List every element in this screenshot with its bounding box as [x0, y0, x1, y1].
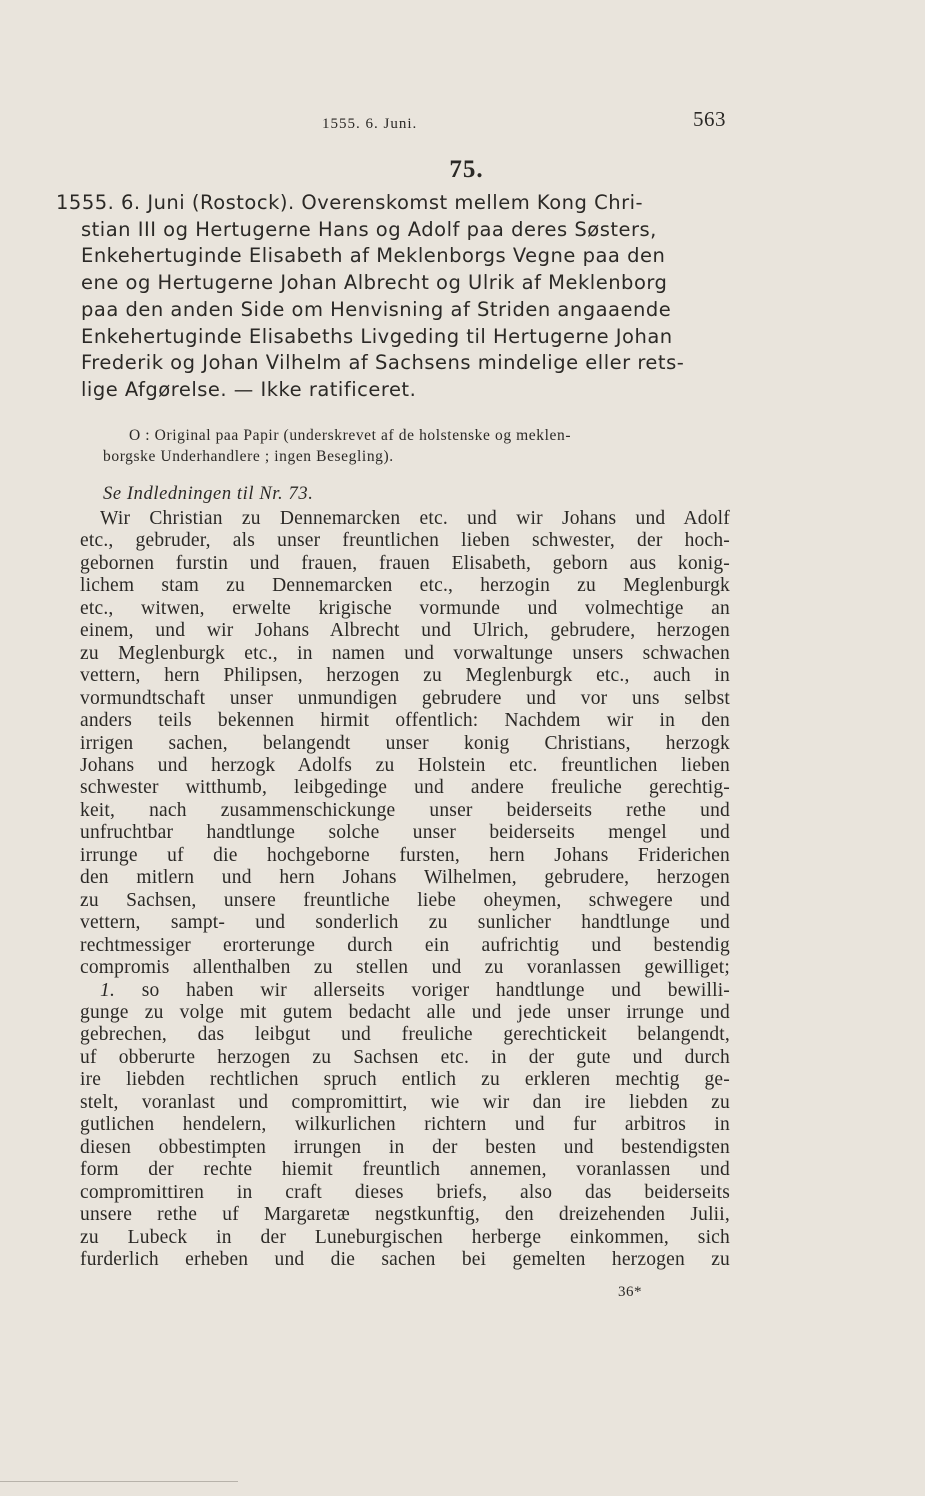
- body-line: compromis allenthalben zu stellen und zu voranlassen gewilliget;: [80, 957, 730, 979]
- summary-line: Enkehertuginde Elisabeths Livgeding til Hertugerne Johan: [81, 324, 673, 348]
- summary-line: lige Afgørelse. — Ikke ratificeret.: [81, 377, 417, 401]
- body-line: schwester witthumb, leibgedinge und andere freuliche gerechtig-: [80, 777, 730, 799]
- body-line: einem, und wir Johans Albrecht und Ulrich, gebrudere, herzogen: [80, 620, 730, 642]
- body-line: lichem stam zu Dennemarcken etc., herzogin zu Meglenburgk: [80, 575, 730, 597]
- enum-line-text: so haben wir allerseits voriger handtlunge und bewilli-: [141, 979, 730, 1001]
- body-line: vormundtschaft unser unmundigen gebrudere und vor uns selbst: [80, 687, 730, 709]
- summary-paragraph: [56, 190, 730, 404]
- summary-line: stian III og Hertugerne Hans og Adolf paa deres Søsters,: [81, 217, 657, 241]
- body-line: gunge zu volge mit gutem bedacht alle und jede unser irrunge und: [80, 1001, 730, 1023]
- summary-line: Enkehertuginde Elisabeth af Meklenborgs Vegne paa den: [81, 244, 666, 268]
- body-line: etc., gebruder, als unser freuntlichen lieben schwester, der hoch-: [80, 530, 730, 552]
- body-line: diesen obbestimpten irrungen in der besten und bestendigsten: [80, 1136, 730, 1158]
- cross-reference: Se Indledningen til Nr. 73.: [103, 484, 314, 504]
- body-line: keit, nach zusammenschickunge unser beiderseits rethe und: [80, 799, 730, 821]
- summary-line: ene og Hertugerne Johan Albrecht og Ulrik af Meklenborg: [81, 271, 668, 295]
- body-line: etc., witwen, erwelte krigische vormunde und volmechtige an: [80, 597, 730, 619]
- body-line: rechtmessiger erorterunge durch ein aufrichtig und bestendig: [80, 934, 730, 956]
- body-line: furderlich erheben und die sachen bei gemelten herzogen zu: [80, 1248, 730, 1270]
- signature-mark: 36*: [618, 1284, 642, 1300]
- body-line: uf obberurte herzogen zu Sachsen etc. in der gute und durch: [80, 1046, 730, 1068]
- enumerated-line: [80, 980, 730, 1002]
- body-line: irrigen sachen, belangendt unser konig Christians, herzogk: [80, 732, 730, 754]
- body-line: Johans und herzogk Adolfs zu Holstein etc. freuntlichen lieben: [80, 754, 730, 776]
- body-line: den mitlern und hern Johans Wilhelmen, gebrudere, herzogen: [80, 867, 730, 889]
- document-number: 75.: [449, 156, 484, 183]
- body-line: unfruchtbar handtlunge solche unser beiderseits mengel und: [80, 822, 730, 844]
- body-line: gebornen furstin und frauen, frauen Elisabeth, geborn aus konig-: [80, 552, 730, 574]
- body-line: form der rechte hiemit freuntlich annemen, voranlassen und: [80, 1159, 730, 1181]
- source-note: [103, 425, 730, 467]
- body-line: vettern, sampt- und sonderlich zu sunlicher handtlunge und: [80, 912, 730, 934]
- running-head: 1555. 6. Juni.: [322, 116, 418, 132]
- body-line: Wir Christian zu Dennemarcken etc. und wir Johans und Adolf: [100, 508, 730, 529]
- body-line: zu Lubeck in der Luneburgischen herberge einkommen, sich: [80, 1226, 730, 1248]
- summary-line: 1555. 6. Juni (Rostock). Overenskomst mellem Kong Chri-: [56, 191, 644, 214]
- source-note-line: O : Original paa Papir (underskrevet af de holstenske og meklen-: [129, 427, 572, 444]
- footer-rule: [0, 1481, 238, 1482]
- body-line: irrunge uf die hochgeborne fursten, hern Johans Friderichen: [80, 844, 730, 866]
- body-line: gebrechen, das leibgut und freuliche gerechtickeit belangendt,: [80, 1024, 730, 1046]
- body-line: ire liebden rechtlichen spruch entlich zu erkleren mechtig ge-: [80, 1069, 730, 1091]
- summary-line: Frederik og Johan Vilhelm af Sachsens mindelige eller rets-: [81, 351, 685, 375]
- body-line: unsere rethe uf Margaretæ negstkunftig, den dreizehenden Julii,: [80, 1204, 730, 1226]
- page-number: 563: [693, 107, 726, 131]
- body-line: vettern, hern Philipsen, herzogen zu Meglenburgk etc., auch in: [80, 665, 730, 687]
- body-line: compromittiren in craft dieses briefs, also das beiderseits: [80, 1181, 730, 1203]
- body-line: zu Sachsen, unsere freuntliche liebe oheymen, schwegere und: [80, 889, 730, 911]
- body-line: zu Meglenburgk etc., in namen und vorwaltunge unsers schwachen: [80, 642, 730, 664]
- document-summary: [56, 190, 730, 404]
- body-line: stelt, voranlast und compromittirt, wie wir dan ire liebden zu: [80, 1091, 730, 1113]
- enum-marker: 1.: [100, 979, 116, 1001]
- body-line: gutlichen hendelern, wilkurlichen richtern und fur arbitros in: [80, 1114, 730, 1136]
- source-note-line: borgske Underhandlere ; ingen Besegling).: [103, 448, 394, 465]
- body-line: anders teils bekennen hirmit offentlich: Nachdem wir in den: [80, 710, 730, 732]
- summary-line: paa den anden Side om Henvisning af Striden angaaende: [81, 297, 672, 321]
- main-text: [80, 508, 730, 1271]
